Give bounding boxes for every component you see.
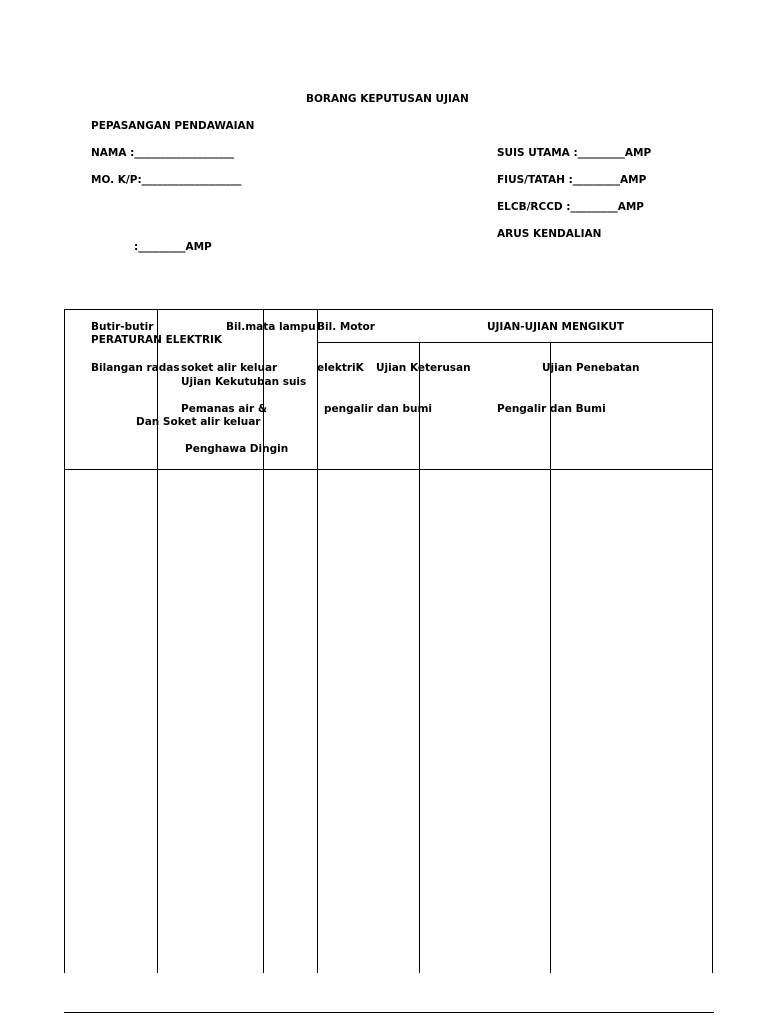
header-bil-mata-lampu: Bil.mata lampu bbox=[226, 321, 316, 333]
table-top-border bbox=[64, 309, 713, 310]
table-header-bottom-border bbox=[64, 469, 713, 470]
header-peraturan: PERATURAN ELEKTRIK bbox=[91, 334, 223, 346]
arus-kendalian-field: ARUS KENDALIAN bbox=[497, 228, 602, 240]
header-pengalir-dan-bumi: pengalir dan bumi bbox=[324, 403, 433, 415]
table-col-line-4 bbox=[317, 309, 318, 973]
page-bottom-rule bbox=[64, 1012, 714, 1013]
table-col-line-5 bbox=[419, 342, 420, 973]
suis-utama-field: SUIS UTAMA :_________AMP bbox=[497, 147, 652, 159]
elcb-rccd-field: ELCB/RCCD :_________AMP bbox=[497, 201, 644, 213]
amp-field: :_________AMP bbox=[134, 241, 212, 253]
header-ujian-mengikut: UJIAN-UJIAN MENGIKUT bbox=[487, 321, 625, 333]
header-pengalir-dan-bumi-2: Pengalir dan Bumi bbox=[497, 403, 606, 415]
header-elektrik: elektriK bbox=[317, 362, 364, 374]
table-col-line-6 bbox=[550, 342, 551, 973]
header-bil-motor: Bil. Motor bbox=[317, 321, 375, 333]
table-col-line-2 bbox=[157, 309, 158, 973]
nama-field: NAMA :___________________ bbox=[91, 147, 235, 159]
ujian-header-divider bbox=[318, 342, 713, 343]
header-butir: Butir-butir bbox=[91, 321, 154, 333]
header-ujian-penebatan: Ujian Penebatan bbox=[542, 362, 640, 374]
mokp-field: MO. K/P:___________________ bbox=[91, 174, 242, 186]
table-col-line-7 bbox=[712, 309, 713, 973]
form-subtitle: PEPASANGAN PENDAWAIAN bbox=[91, 120, 255, 132]
header-soket-alir-keluar: soket alir keluar bbox=[181, 362, 278, 374]
form-title: BORANG KEPUTUSAN UJIAN bbox=[306, 93, 469, 105]
header-bilangan-radas: Bilangan radas bbox=[91, 362, 180, 374]
header-ujian-kekutuban: Ujian Kekutuban suis bbox=[181, 376, 307, 388]
header-dan-soket: Dan Soket alir keluar bbox=[136, 416, 261, 428]
fius-tatah-field: FIUS/TATAH :_________AMP bbox=[497, 174, 647, 186]
header-ujian-keterusan: Ujian Keterusan bbox=[376, 362, 471, 374]
header-penghawa-dingin: Penghawa Dingin bbox=[185, 443, 289, 455]
table-col-line-1 bbox=[64, 309, 65, 973]
header-pemanas-air: Pemanas air & bbox=[181, 403, 267, 415]
